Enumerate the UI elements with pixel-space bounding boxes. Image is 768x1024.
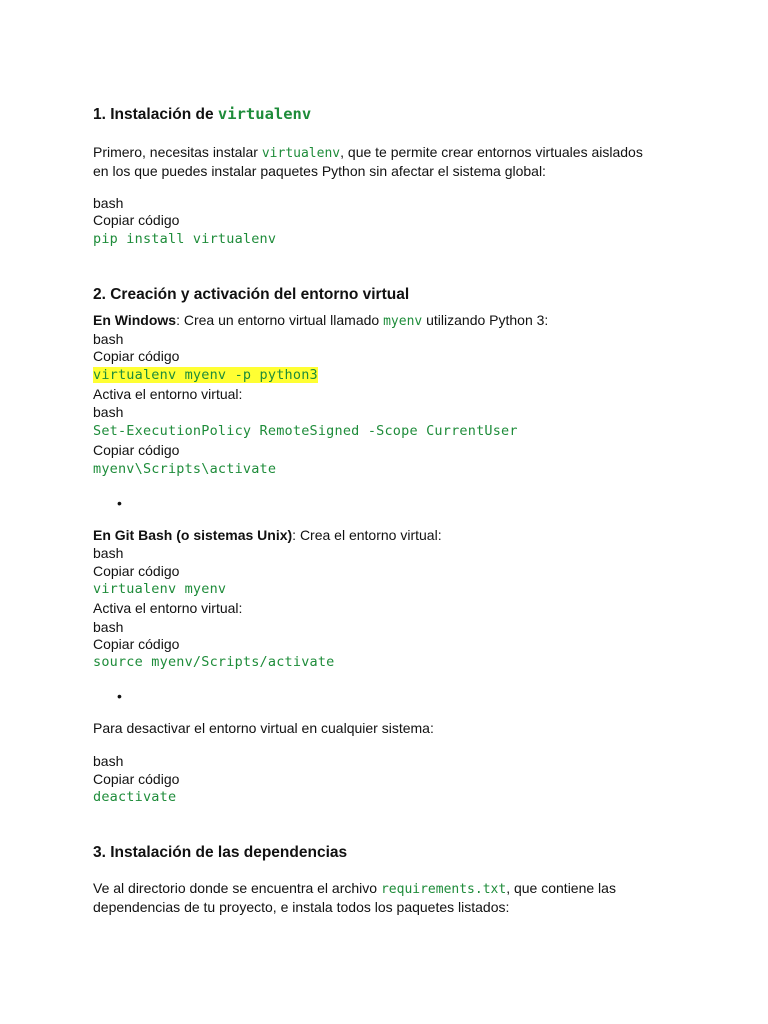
section-3-paragraph-line-1: Ve al directorio donde se encuentra el archivo requirements.txt, que contiene las xyxy=(93,880,616,897)
code-block: myenv\Scripts\activate xyxy=(93,461,277,477)
code-language-label: bash xyxy=(93,619,124,635)
code-block: deactivate xyxy=(93,789,177,805)
inline-code: virtualenv xyxy=(261,146,341,161)
code-block: source myenv/Scripts/activate xyxy=(93,654,335,670)
bullet-icon: • xyxy=(117,688,122,704)
section-1-paragraph-line-1: Primero, necesitas instalar virtualenv, que te permite crear entornos virtuales aislados xyxy=(93,144,643,161)
git-bash-intro: En Git Bash (o sistemas Unix): Crea el entorno virtual: xyxy=(93,527,442,543)
code-language-label: bash xyxy=(93,545,124,561)
copy-code-button[interactable]: Copiar código xyxy=(93,771,180,787)
windows-intro: En Windows: Crea un entorno virtual llamado myenv utilizando Python 3: xyxy=(93,312,549,329)
section-1-paragraph-line-2: en los que puedes instalar paquetes Python sin afectar el sistema global: xyxy=(93,163,546,179)
code-block: pip install virtualenv xyxy=(93,231,277,247)
copy-code-button[interactable]: Copiar código xyxy=(93,212,180,228)
bullet-icon: • xyxy=(117,495,122,511)
section-3-paragraph-line-2: dependencias de tu proyecto, e instala todos los paquetes listados: xyxy=(93,899,510,915)
code-block-highlighted: virtualenv myenv -p python3 xyxy=(93,367,318,383)
code-block: Set-ExecutionPolicy RemoteSigned -Scope CurrentUser xyxy=(93,423,518,439)
copy-code-button[interactable]: Copiar código xyxy=(93,636,180,652)
code-block: virtualenv myenv xyxy=(93,581,227,597)
copy-code-button[interactable]: Copiar código xyxy=(93,442,180,458)
code-language-label: bash xyxy=(93,331,124,347)
section-2-heading: 2. Creación y activación del entorno virtual xyxy=(93,286,410,303)
inline-code: requirements.txt xyxy=(380,882,507,897)
heading-code: virtualenv xyxy=(217,105,312,123)
activate-text: Activa el entorno virtual: xyxy=(93,600,243,616)
code-language-label: bash xyxy=(93,404,124,420)
section-1-heading: 1. Instalación de virtualenv xyxy=(93,105,312,123)
copy-code-button[interactable]: Copiar código xyxy=(93,348,180,364)
code-language-label: bash xyxy=(93,195,124,211)
deactivate-text: Para desactivar el entorno virtual en cualquier sistema: xyxy=(93,720,434,736)
activate-text: Activa el entorno virtual: xyxy=(93,386,243,402)
section-3-heading: 3. Instalación de las dependencias xyxy=(93,844,348,861)
copy-code-button[interactable]: Copiar código xyxy=(93,563,180,579)
code-language-label: bash xyxy=(93,753,124,769)
inline-code: myenv xyxy=(383,314,423,329)
